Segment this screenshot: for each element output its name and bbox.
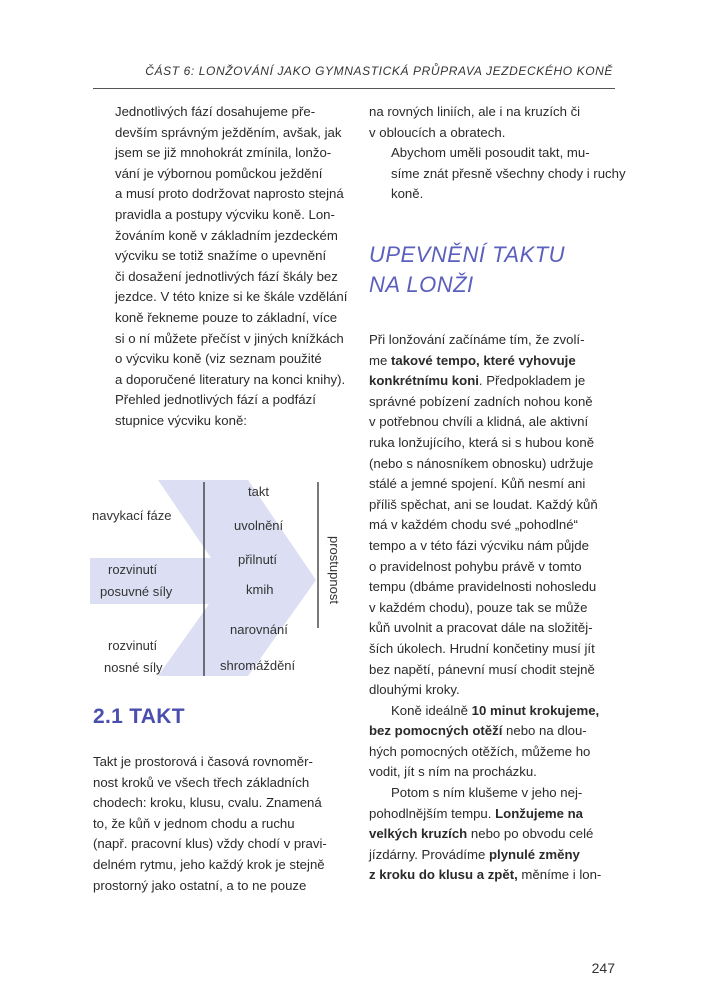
text-line: (nebo s nánosníkem obnosku) udržuje	[369, 455, 594, 471]
text-line: příliš spěchat, ani se loudat. Každý kůň	[369, 496, 598, 512]
label-rozvinuti-2: rozvinutí	[108, 638, 158, 653]
right-paragraph-4	[369, 701, 615, 783]
bold-run: plynulé změny	[488, 846, 580, 862]
text-line: jsem se již mnohokrát zmínila, lonžo-	[115, 145, 332, 161]
right-paragraph-5	[369, 783, 615, 886]
label-narovnani: narovnání	[230, 622, 288, 637]
text-line: nost kroků ve všech třech základních	[93, 774, 310, 790]
text-line: v každém chodu), pouze tak se může	[369, 599, 588, 615]
label-shromazdeni: shromáždění	[220, 658, 296, 673]
text-line: si o ní můžete přečíst v jiných knížkách	[115, 330, 344, 346]
text-line: (např. pracovní klus) vždy chodí v pravi-	[93, 836, 327, 852]
text-line: Takt je prostorová i časová rovnoměr-	[93, 754, 313, 769]
text-line: hých pomocných otěžích, můžeme ho	[369, 743, 591, 759]
right-paragraph-1	[369, 102, 615, 143]
running-title: ČÁST 6: LONŽOVÁNÍ JAKO GYMNASTICKÁ PRŮPRAVA JEZDECKÉHO KONĚ	[145, 64, 613, 78]
text-line: devším správným ježděním, avšak, jak	[115, 124, 342, 140]
bold-run: velkých kruzích	[369, 826, 468, 842]
label-posuvne-sily: posuvné síly	[100, 584, 173, 599]
text-line	[369, 865, 615, 886]
text-run: měníme i lon-	[517, 867, 602, 883]
label-kmih: kmih	[246, 582, 274, 597]
text-line	[369, 721, 615, 742]
text-line: koně.	[391, 186, 424, 202]
text-line: jezdce. V této knize si ke škále vzdělání	[115, 289, 348, 305]
bold-run: bez pomocných otěží	[369, 723, 503, 739]
heading-line-2: NA LONŽI	[369, 272, 474, 297]
bold-run: Lonžujeme na	[495, 805, 584, 821]
bold-run: konkrétnímu koni	[369, 373, 479, 389]
text-run: . Předpokladem je	[478, 373, 586, 389]
left-paragraph-3	[93, 752, 355, 896]
right-column-top	[369, 102, 626, 205]
right-paragraph-2	[369, 143, 626, 205]
text-line: či dosažení jednotlivých fází škály bez	[115, 268, 338, 284]
text-line	[369, 351, 615, 372]
text-line: a doporučené literatury na konci knihy).	[115, 371, 346, 387]
left-paragraph-2	[93, 390, 355, 431]
text-line: v potřebnou chvíli a klidná, ale aktivní	[369, 414, 589, 430]
text-line: bez napětí, pánevní musí chodit stejně	[369, 661, 595, 677]
text-line	[369, 845, 615, 866]
text-line: stálé a jemné spojení. Kůň nesmí ani	[369, 476, 586, 492]
text-line: vodit, jít s ním na procházku.	[369, 764, 537, 780]
text-line: kůň uvolnit a pracovat dále na složitěj-	[369, 620, 593, 636]
text-line	[369, 701, 615, 722]
bold-run: 10 minut krokujeme,	[471, 702, 600, 718]
text-line: dlouhými kroky.	[369, 682, 460, 698]
text-line: ších úkolech. Hrudní končetiny musí jít	[369, 640, 595, 656]
text-line: Při lonžování začínáme tím, že zvolí-	[369, 332, 585, 347]
left-paragraph-1	[93, 102, 355, 390]
text-line: tempu (dbáme pravidelnosti nohosledu	[369, 579, 597, 595]
left-column	[93, 102, 355, 432]
right-column-main	[369, 330, 615, 886]
header-rule	[93, 88, 615, 89]
label-rozvinuti-1: rozvinutí	[108, 562, 158, 577]
text-line: Jednotlivých fází dosahujeme pře-	[115, 104, 316, 119]
right-paragraph-3	[369, 330, 615, 701]
bold-run: z kroku do klusu a zpět,	[369, 867, 518, 883]
text-run: nebo na dlou-	[502, 723, 587, 739]
text-line: pravidla a postupy výcviku koně. Lon-	[115, 206, 335, 222]
bold-run: takové tempo, které vyhovuje	[390, 352, 576, 368]
page-number: 247	[591, 960, 615, 976]
text-line: správné pobízení zadních nohou koně	[369, 393, 593, 409]
text-line: tempo a v této fázi výcviku nám půjde	[369, 537, 589, 553]
page-header	[0, 0, 708, 100]
training-scale-diagram	[88, 478, 360, 678]
label-navykaci-faze: navykací fáze	[92, 508, 172, 523]
text-line	[369, 824, 615, 845]
text-line: o pravidelnost pohybu právě v tomto	[369, 558, 582, 574]
text-line: koně řekneme pouze to základní, více	[115, 309, 338, 325]
heading-line-1: UPEVNĚNÍ TAKTU	[369, 242, 566, 267]
text-line: o výcviku koně (viz seznam použité	[115, 351, 322, 367]
text-line: Přehled jednotlivých fází a podfází	[115, 392, 316, 408]
text-line: prostorný jako ostatní, a to ne pouze	[93, 877, 307, 893]
left-column-bottom	[93, 752, 355, 896]
label-prilnuti: přilnutí	[238, 552, 278, 567]
label-uvolneni: uvolnění	[234, 518, 284, 533]
text-line: ruka lonžujícího, která si s hubou koně	[369, 434, 595, 450]
text-line: má v každém chodu své „pohodlné“	[369, 517, 578, 533]
text-line: chodech: kroku, klusu, cvalu. Znamená	[93, 795, 322, 811]
text-line: na rovných liniích, ale i na kruzích či	[369, 104, 581, 119]
text-line: to, že kůň v jednom chodu a ruchu	[93, 815, 295, 831]
label-nosne-sily: nosné síly	[104, 660, 163, 675]
text-line	[369, 371, 615, 392]
text-line: Potom s ním klušeme v jeho nej-	[391, 785, 583, 801]
text-line: stupnice výcviku koně:	[115, 412, 247, 428]
text-run: jízdárny. Provádíme	[369, 846, 489, 862]
section-heading-takt: 2.1 TAKT	[93, 705, 185, 728]
text-run: nebo po obvodu celé	[467, 826, 594, 842]
text-line	[369, 804, 615, 825]
text-line: síme znát přesně všechny chody i ruchy	[391, 165, 626, 181]
text-run: me	[369, 352, 391, 368]
text-run: Koně ideálně	[391, 702, 472, 718]
label-prostupnost: prostupnost	[327, 536, 342, 604]
text-line: delném rytmu, jeho každý krok je stejně	[93, 856, 325, 872]
text-line: v obloucích a obratech.	[369, 124, 506, 140]
text-line: a musí proto dodržovat naprosto stejná	[115, 186, 344, 202]
text-line: žováním koně v základním jezdeckém	[115, 227, 338, 243]
label-takt: takt	[248, 484, 269, 499]
text-line: výcviku se totiž snažíme o upevnění	[115, 248, 327, 264]
section-heading-upevneni	[369, 240, 565, 300]
text-line: Abychom uměli posoudit takt, mu-	[391, 145, 590, 161]
text-line: vání je výbornou pomůckou ježdění	[115, 165, 323, 181]
text-run: pohodlnějším tempu.	[369, 805, 496, 821]
